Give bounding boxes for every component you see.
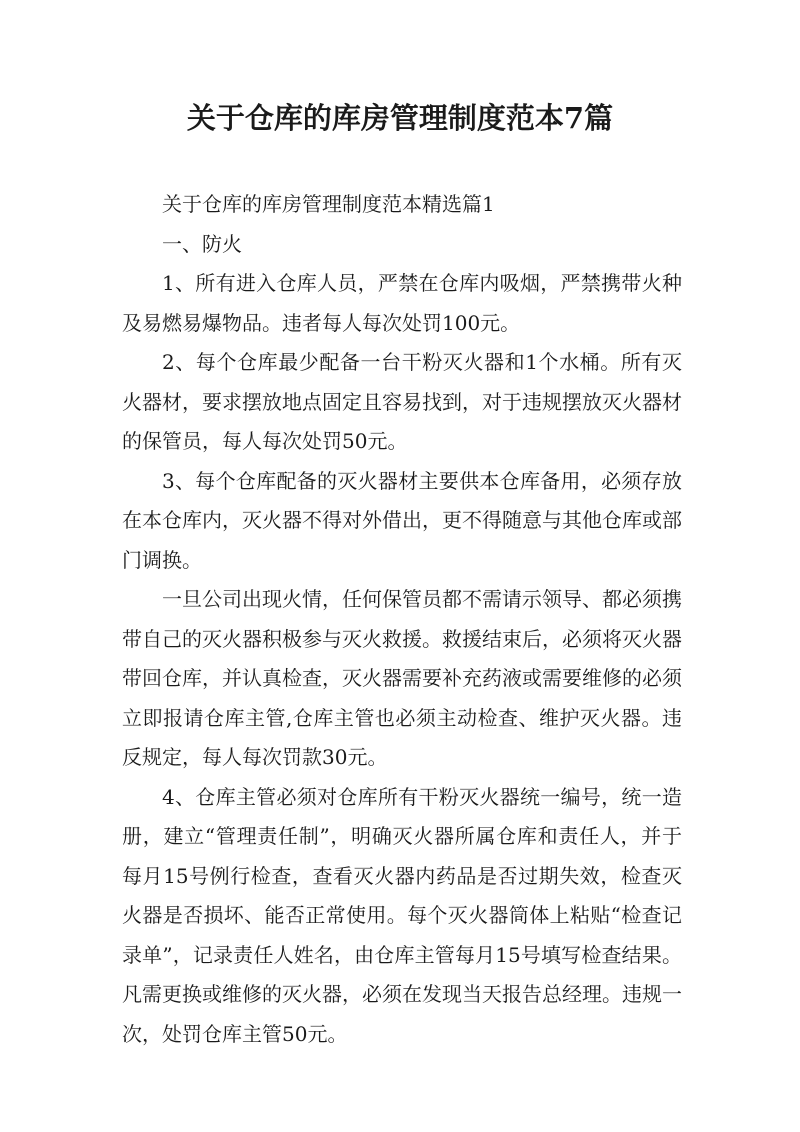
paragraph-3: 3、每个仓库配备的灭火器材主要供本仓库备用，必须存放在本仓库内，灭火器不得对外借出，更不得随意与其他仓库或部门调换。 (122, 468, 682, 572)
document-title: 关于仓库的库房管理制度范本7篇 (186, 101, 614, 135)
section-subtitle: 关于仓库的库房管理制度范本精选篇1 (162, 192, 495, 216)
paragraph-2: 2、每个仓库最少配备一台干粉灭火器和1个水桶。所有灭火器材，要求摆放地点固定且容易找到，对于违规摆放灭火器材的保管员，每人每次处罚50元。 (122, 350, 682, 453)
paragraph-1: 1、所有进入仓库人员，严禁在仓库内吸烟，严禁携带火种及易燃易爆物品。违者每人每次处罚100元。 (122, 271, 682, 335)
paragraph-5: 4、仓库主管必须对仓库所有干粉灭火器统一编号，统一造册，建立“管理责任制”，明确灭火器所属仓库和责任人，并于每月15号例行检查，查看灭火器内药品是否过期失效，检查灭火器是否损坏、能否正常使用。每个灭火器筒体上粘贴“检查记录单”，记录责任人姓名，由仓库主管每月15号填写检查结果。凡需更换或维修的灭火器，必须在发现当天报告总经理。违规一次，处罚仓库主管50元。 (122, 784, 682, 1046)
document-body (122, 185, 682, 1054)
paragraph-4: 一旦公司出现火情，任何保管员都不需请示领导、都必须携带自己的灭火器积极参与灭火救援。救援结束后，必须将灭火器带回仓库，并认真检查，灭火器需要补充药液或需要维修的必须立即报请仓库主管,仓库主管也必须主动检查、维护灭火器。违反规定，每人每次罚款30元。 (122, 587, 682, 769)
section-heading: 一、防火 (162, 231, 242, 256)
